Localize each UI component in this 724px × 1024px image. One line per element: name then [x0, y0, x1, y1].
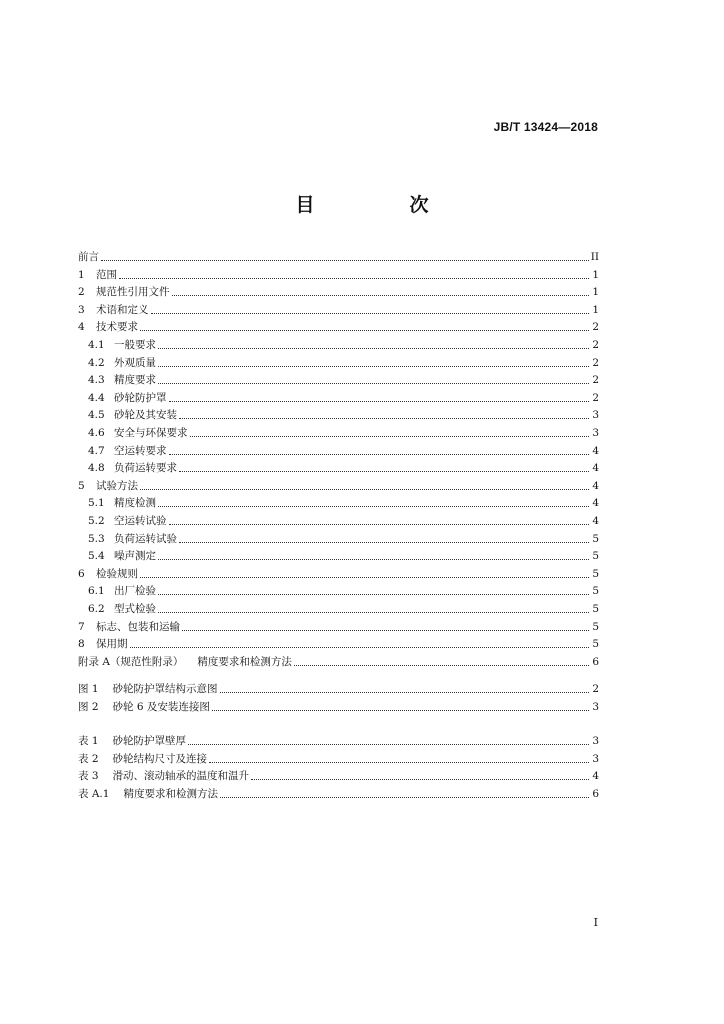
- dot-leader: [169, 454, 590, 455]
- standard-code: JB/T 13424—2018: [493, 120, 598, 134]
- toc-entry-number: 图 2: [78, 700, 99, 713]
- toc-entry-number: 3: [78, 303, 85, 316]
- toc-entry-page: 1: [592, 303, 599, 316]
- dot-leader: [158, 612, 589, 613]
- toc-entry[interactable]: [78, 336, 599, 352]
- dot-leader: [158, 366, 589, 367]
- toc-entry-label: 滑动、滚动轴承的温度和温升: [112, 770, 250, 783]
- page-title: 目 次: [295, 194, 467, 216]
- dot-leader: [119, 278, 589, 279]
- toc-entry[interactable]: [78, 618, 599, 634]
- toc-entry[interactable]: [78, 698, 599, 714]
- dot-leader: [179, 542, 589, 543]
- toc-entry-number: 5.2: [88, 515, 105, 527]
- toc-entry-page: 3: [592, 735, 599, 747]
- toc-entry-label: 术语和定义: [96, 303, 149, 316]
- toc-entry-page: 2: [592, 374, 599, 387]
- toc-entry-number: 附录 A（规范性附录）: [78, 655, 184, 668]
- toc-entry[interactable]: [78, 565, 599, 581]
- toc-entry[interactable]: [78, 750, 599, 766]
- toc-entry-page: 4: [592, 497, 599, 510]
- toc-entry-page: 1: [592, 268, 599, 281]
- dot-leader: [158, 594, 589, 595]
- toc-entry[interactable]: [78, 767, 599, 783]
- toc-entry-label: 范围: [96, 268, 117, 281]
- toc-entry[interactable]: [78, 582, 599, 598]
- toc-entry-number: 4.1: [88, 339, 105, 351]
- dot-leader: [158, 383, 589, 384]
- toc-entry-page: 2: [592, 321, 599, 334]
- toc-entry[interactable]: [78, 389, 599, 405]
- toc-entry-page: 2: [592, 683, 599, 695]
- toc-entry-label: 砂轮防护罩: [114, 391, 167, 404]
- toc-entry-label: 外观质量: [114, 356, 156, 369]
- toc-entry-label: 精度检测: [114, 497, 156, 510]
- toc-entry[interactable]: [78, 785, 599, 801]
- toc-entry-number: 4.5: [88, 409, 105, 422]
- toc-entry-number: 4.4: [88, 391, 105, 404]
- dot-leader: [130, 647, 590, 648]
- toc-entry[interactable]: [78, 424, 599, 440]
- toc-entry-page: 5: [592, 585, 599, 598]
- toc-entry[interactable]: [78, 283, 599, 299]
- toc-entry[interactable]: [78, 442, 599, 458]
- dot-leader: [188, 744, 589, 745]
- toc-entry-number: 4.7: [88, 444, 105, 457]
- toc-entry-page: 5: [592, 603, 599, 615]
- dot-leader: [140, 577, 589, 578]
- toc-entry[interactable]: [78, 494, 599, 510]
- toc-entry-page: 5: [592, 567, 599, 580]
- toc-entry-number: 5.1: [88, 497, 105, 510]
- toc-entry-page: 6: [592, 655, 599, 668]
- toc-entry[interactable]: [78, 653, 599, 669]
- dot-leader: [151, 313, 590, 314]
- toc-entry-label: 检验规则: [96, 567, 138, 580]
- dot-leader: [169, 401, 590, 402]
- toc-entry-label: 噪声测定: [114, 550, 156, 563]
- toc-entry-number: 表 1: [78, 735, 99, 747]
- toc-entry-page: 4: [592, 515, 599, 527]
- toc-entry-number: 8: [78, 638, 85, 651]
- toc-entry-number: 7: [78, 620, 85, 633]
- toc-entry-page: 3: [592, 409, 599, 422]
- toc-entry-label: 规范性引用文件: [96, 286, 170, 299]
- toc-entry[interactable]: [78, 318, 599, 334]
- toc-entry-number: 6.2: [88, 603, 105, 615]
- toc-entry-page: II: [590, 251, 599, 263]
- toc-entry[interactable]: [78, 477, 599, 493]
- toc-entry[interactable]: [78, 371, 599, 387]
- toc-entry-number: 4.2: [88, 356, 105, 369]
- toc-entry-number: 2: [78, 286, 85, 299]
- page-number: I: [593, 916, 598, 929]
- toc-entry-page: 4: [592, 462, 599, 475]
- toc-entry-label: 负荷运转试验: [114, 532, 177, 545]
- toc-entry[interactable]: [78, 530, 599, 546]
- toc-entry[interactable]: [78, 406, 599, 422]
- toc-entry-page: 1: [592, 286, 599, 299]
- toc-entry-page: 5: [592, 532, 599, 545]
- dot-leader: [179, 471, 589, 472]
- dot-leader: [101, 260, 589, 261]
- toc-entry-label: 砂轮 6 及安装连接图: [112, 700, 210, 713]
- toc-entry[interactable]: [78, 600, 599, 616]
- toc-entry-number: 表 A.1: [78, 787, 110, 800]
- toc-entry-label: 精度要求和检测方法: [123, 787, 218, 800]
- dot-leader: [251, 779, 589, 780]
- toc-entry-number: 4.3: [88, 374, 105, 387]
- toc-entry-number: 1: [78, 268, 85, 281]
- toc-entry-number: 5.4: [88, 550, 105, 563]
- toc-entry-page: 3: [592, 427, 599, 439]
- toc-entry-number: 4: [78, 321, 85, 334]
- toc-entry-number: 表 3: [78, 770, 99, 783]
- toc-entry-label: 砂轮防护罩结构示意图: [112, 683, 218, 695]
- dot-leader: [158, 559, 589, 560]
- toc-entry-page: 2: [592, 356, 599, 369]
- toc-entry-number: 6: [78, 567, 85, 580]
- toc-entry-label: 试验方法: [96, 479, 138, 492]
- toc-entry[interactable]: [78, 547, 599, 563]
- toc-entry-label: 出厂检验: [114, 585, 156, 598]
- toc-entry-label: 保用期: [96, 638, 128, 651]
- dot-leader: [220, 692, 589, 693]
- dot-leader: [212, 710, 589, 711]
- toc-entry-number: 5.3: [88, 532, 105, 545]
- dot-leader: [140, 330, 589, 331]
- toc-entry-label: 技术要求: [96, 321, 138, 334]
- dot-leader: [182, 630, 589, 631]
- dot-leader: [179, 418, 589, 419]
- toc-entry-label: 安全与环保要求: [114, 427, 188, 439]
- toc-entry-number: 6.1: [88, 585, 105, 598]
- dot-leader: [158, 348, 589, 349]
- dot-leader: [169, 524, 590, 525]
- dot-leader: [220, 797, 589, 798]
- toc-entry-label: 砂轮及其安装: [114, 409, 177, 422]
- toc-entry-number: 图 1: [78, 683, 99, 695]
- toc-entry-number: 表 2: [78, 752, 99, 765]
- toc-entry[interactable]: [78, 301, 599, 317]
- toc-entry[interactable]: [78, 354, 599, 370]
- toc-entry[interactable]: [78, 459, 599, 475]
- toc-entry-number: 5: [78, 479, 85, 492]
- toc-entry-label: 精度要求: [114, 374, 156, 387]
- toc-entry-label: 空运转试验: [114, 515, 167, 527]
- toc-entry-page: 5: [592, 550, 599, 563]
- toc-entry[interactable]: [78, 266, 599, 282]
- toc-entry[interactable]: [78, 635, 599, 651]
- toc-entry-label: 型式检验: [114, 603, 156, 615]
- toc-entry-number: 4.6: [88, 427, 105, 439]
- toc-entry-page: 3: [592, 752, 599, 765]
- toc-entry[interactable]: [78, 732, 599, 748]
- dot-leader: [140, 489, 589, 490]
- toc-entry[interactable]: [78, 248, 599, 264]
- toc-entry-label: 砂轮结构尺寸及连接: [112, 752, 208, 765]
- dot-leader: [294, 665, 589, 666]
- dot-leader: [209, 762, 589, 763]
- toc-entry-page: 6: [592, 787, 599, 800]
- toc-entry[interactable]: [78, 680, 599, 696]
- toc-entry-label: 标志、包装和运输: [96, 620, 180, 633]
- toc-entry[interactable]: [78, 512, 599, 528]
- toc-entry-page: 5: [592, 620, 599, 633]
- toc-entry-page: 4: [592, 479, 599, 492]
- toc-entry-label: 精度要求和检测方法: [197, 655, 292, 668]
- toc-entry-number: 4.8: [88, 462, 105, 475]
- toc-entry-label: 空运转要求: [114, 444, 167, 457]
- toc-entry-label: 一般要求: [114, 339, 156, 351]
- dot-leader: [158, 506, 589, 507]
- dot-leader: [190, 436, 590, 437]
- toc-entry-label: 砂轮防护罩壁厚: [112, 735, 187, 747]
- toc-entry-page: 2: [592, 391, 599, 404]
- dot-leader: [172, 295, 590, 296]
- toc-entry-page: 2: [592, 339, 599, 351]
- toc-entry-page: 4: [592, 444, 599, 457]
- toc-entry-page: 4: [592, 770, 599, 783]
- toc-entry-page: 5: [592, 638, 599, 651]
- toc-entry-label: 前言: [78, 251, 99, 263]
- toc-entry-page: 3: [592, 700, 599, 713]
- toc-entry-label: 负荷运转要求: [114, 462, 177, 475]
